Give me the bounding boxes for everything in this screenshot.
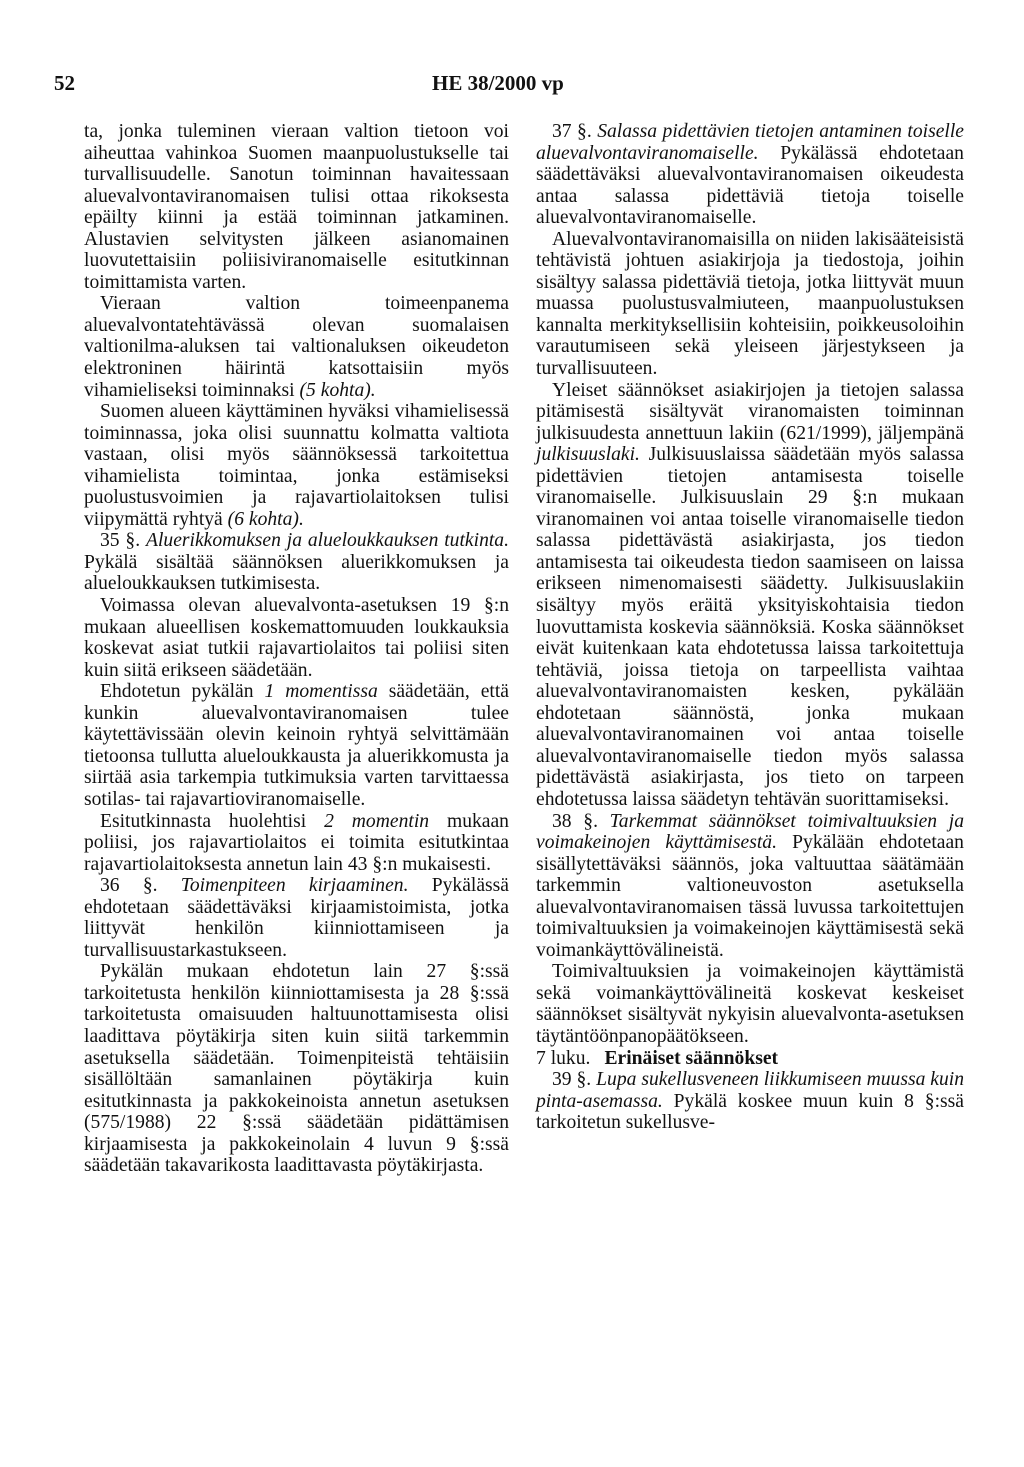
section-title: Toimenpiteen kirjaaminen. [180,875,409,897]
moment-reference: 2 momentin [324,810,430,832]
moment-reference: 1 momentissa [264,681,378,703]
page-number: 52 [54,71,75,95]
paragraph-text: mukaan poliisi, jos rajavartiolaitos ei toimita esitutkintaa rajavartiolaitoksesta annetun lain 43 §:n mukaisesti. [84,810,509,875]
right-column [536,121,964,1134]
section-title: Aluerikkomuksen ja alueloukkauksen tutkinta. [145,530,510,552]
section-title: Lupa sukellusveneen liikkumiseen muussa kuin pinta-asemassa. [536,1069,965,1112]
paragraph-text: Pykälässä ehdotetaan säädettäväksi kirjaamistoimista, jotka liittyvät henkilön kiinniottamiseen ja turvallisuustarkastukseen. [84,875,509,961]
item-reference: (5 kohta). [299,379,376,401]
paragraph [84,401,509,530]
section-number: 35 §. [100,530,141,552]
section-number: 36 §. [100,875,158,897]
section-paragraph [84,530,509,595]
left-column [84,121,509,1177]
section-number: 38 §. [552,810,598,832]
section-number: 39 §. [552,1069,592,1091]
paragraph: Pykälän mukaan ehdotetun lain 27 §:ssä tarkoitetusta henkilön kiinniottamisesta ja 28 §:ssä tarkoitetusta omaisuuden haltuunottamisesta olisi laadittava pöytäkirja siten kuin siitä tarkemmin asetuksella säädetään. Toimenpiteistä tehtäisiin sisällöltään samanlainen pöytäkirja kuin esitutkinnasta ja pakkokeinoista annetun asetuksen (575/1988) 22 §:ssä säädetään pidättämisen kirjaamisesta ja pakkokeinolain 4 luvun 9 §:ssä säädetään takavarikosta laadittavasta pöytäkirjasta. [84,961,509,1177]
paragraph-text: Esitutkinnasta huolehtisi [100,810,307,832]
section-number: 37 §. [552,121,592,142]
paragraph: Voimassa olevan aluevalvonta-asetuksen 19 §:n mukaan alueellisen koskemattomuuden loukkauksia koskevat asiat tutkii rajavartiolaitos tai poliisi siten kuin siitä erikseen säädetään. [84,595,509,681]
document-id: HE 38/2000 vp [432,71,564,95]
chapter-number: 7 luku. [536,1047,591,1069]
paragraph [84,681,509,810]
paragraph-text: Pykälään ehdotetaan sisällytettäväksi säännös, joka valtuuttaa säätämään tarkemmin valtioneuvoston asetuksella aluevalvontaviranomaisen tässä luvussa tarkoitettujen toimivaltuuksien ja voimakeinojen käyttämisestä sekä voimankäyttövälineistä. [536,832,964,961]
paragraph: Toimivaltuuksien ja voimakeinojen käyttämistä sekä voimankäyttövälineitä koskevat keskeiset säännökset sisältyvät nykyisin aluevalvonta-asetuksen täytäntöönpanopäätökseen. [536,961,964,1047]
paragraph-text: Pykälä koskee muun kuin 8 §:ssä tarkoitetun sukellusve- [536,1090,964,1134]
item-reference: (6 kohta). [227,508,304,530]
chapter-title: Erinäiset säännökset [604,1047,779,1069]
paragraph-text: Ehdotetun pykälän [100,681,254,703]
paragraph-text: Vieraan valtion toimeenpanema aluevalvontatehtävässä olevan suomalaisen valtionilma-aluksen tai valtionaluksen oikeudeton elektroninen häirintä katsottaisiin myös vihamieliseksi toiminnaksi [84,293,509,401]
section-paragraph [536,1069,964,1134]
section-paragraph [536,121,964,229]
paragraph: Aluevalvontaviranomaisilla on niiden lakisääteisistä tehtävistä johtuen asiakirjoja ja tiedostoja, joihin sisältyy salassa pidettäviä tietoja, jotka liittyvät muun muassa puolustusvalmiuteen, maanpuolustuksen kannalta merkityksellisiin kohteisiin, poikkeusoloihin varautumiseen sekä yleiseen järjestykseen ja turvallisuuteen. [536,228,964,380]
paragraph [536,380,964,811]
term-reference: julkisuuslaki. [536,444,640,466]
paragraph-text: Pykälässä ehdotetaan säädettäväksi aluevalvontaviranomaisen oikeudesta antaa salassa pidettäviä tietoja toiselle aluevalvontaviranomaiselle. [536,142,964,229]
paragraph-text: Suomen alueen käyttäminen hyväksi vihamielisessä toiminnassa, joka olisi suunnattu kolmatta valtiota vastaan, olisi myös säännöksessä tarkoitettua vihamielista toimintaa, jonka estämiseksi puolustusvoimien ja rajavartiolaitoksen tulisi viipymättä ryhtyä [84,401,509,530]
paragraph [84,293,509,401]
section-paragraph [536,811,964,962]
paragraph-text: säädetään, että kunkin aluevalvontaviranomaisen tulee käytettävissään olevin keinoin ryhtyä selvittämään tietoonsa tullutta alueloukkausta ja aluerikkomusta ja siirtää asia tarkempia tutkimuksia varten tarvittaessa sotilas- tai rajavartioviranomaiselle. [84,681,509,810]
paragraph [84,811,509,876]
section-title: Tarkemmat säännökset toimivaltuuksien ja voimakeinojen käyttämisestä. [536,810,964,854]
paragraph-text: Pykälä sisältää säännöksen aluerikkomuksen ja alueloukkauksen tutkimisesta. [84,551,509,595]
paragraph-text: Yleiset säännökset asiakirjojen ja tietojen salassa pitämisestä sisältyvät viranomaisten toiminnan julkisuudesta annettuun lakiin (621/1999), jäljempänä [536,379,964,444]
chapter-heading [536,1048,964,1070]
paragraph-text: Julkisuuslaissa säädetään myös salassa pidettävien tietojen antamisesta toiselle viranomaiselle. Julkisuuslain 29 §:n mukaan viranomainen voi antaa toiselle viranomaiselle tiedon salassa pidettävästä asiakirjasta, jos tiedon antamisesta tai oikeudesta tiedon saamiseen on laissa erikseen nimenomaisesti säädetty. Julkisuuslakiin sisältyy myös eräitä yksityiskohtaisia tiedon luovuttamista koskevia säännöksiä. Koska säännökset eivät kuitenkaan kata ehdotetussa laissa tarkoitettuja tehtäviä, joissa tietoja on tarpeellista vaihtaa aluevalvontaviranomaisten kesken, pykälään ehdotetaan säännöstä, jonka mukaan aluevalvontaviranomainen voi antaa toiselle aluevalvontaviranomaiselle tiedon myös salassa pidettävästä asiakirjasta, jos tieto on tarpeen ehdotetussa laissa säädetyn tehtävän suorittamiseksi. [536,444,964,810]
section-paragraph [84,875,509,961]
paragraph: ta, jonka tuleminen vieraan valtion tietoon voi aiheuttaa vahinkoa Suomen maanpuolustukselle tai turvallisuudelle. Sanotun toiminnan havaitessaan aluevalvontaviranomaisen tulisi ottaa rikoksesta epäilty kiinni ja estää toiminnan jatkaminen. Alustavien selvitysten jälkeen asianomainen luovutettaisiin poliisiviranomaiselle esitutkinnan toimittamista varten. [84,121,509,293]
section-title: Salassa pidettävien tietojen antaminen toiselle aluevalvontaviranomaiselle. [536,121,964,164]
